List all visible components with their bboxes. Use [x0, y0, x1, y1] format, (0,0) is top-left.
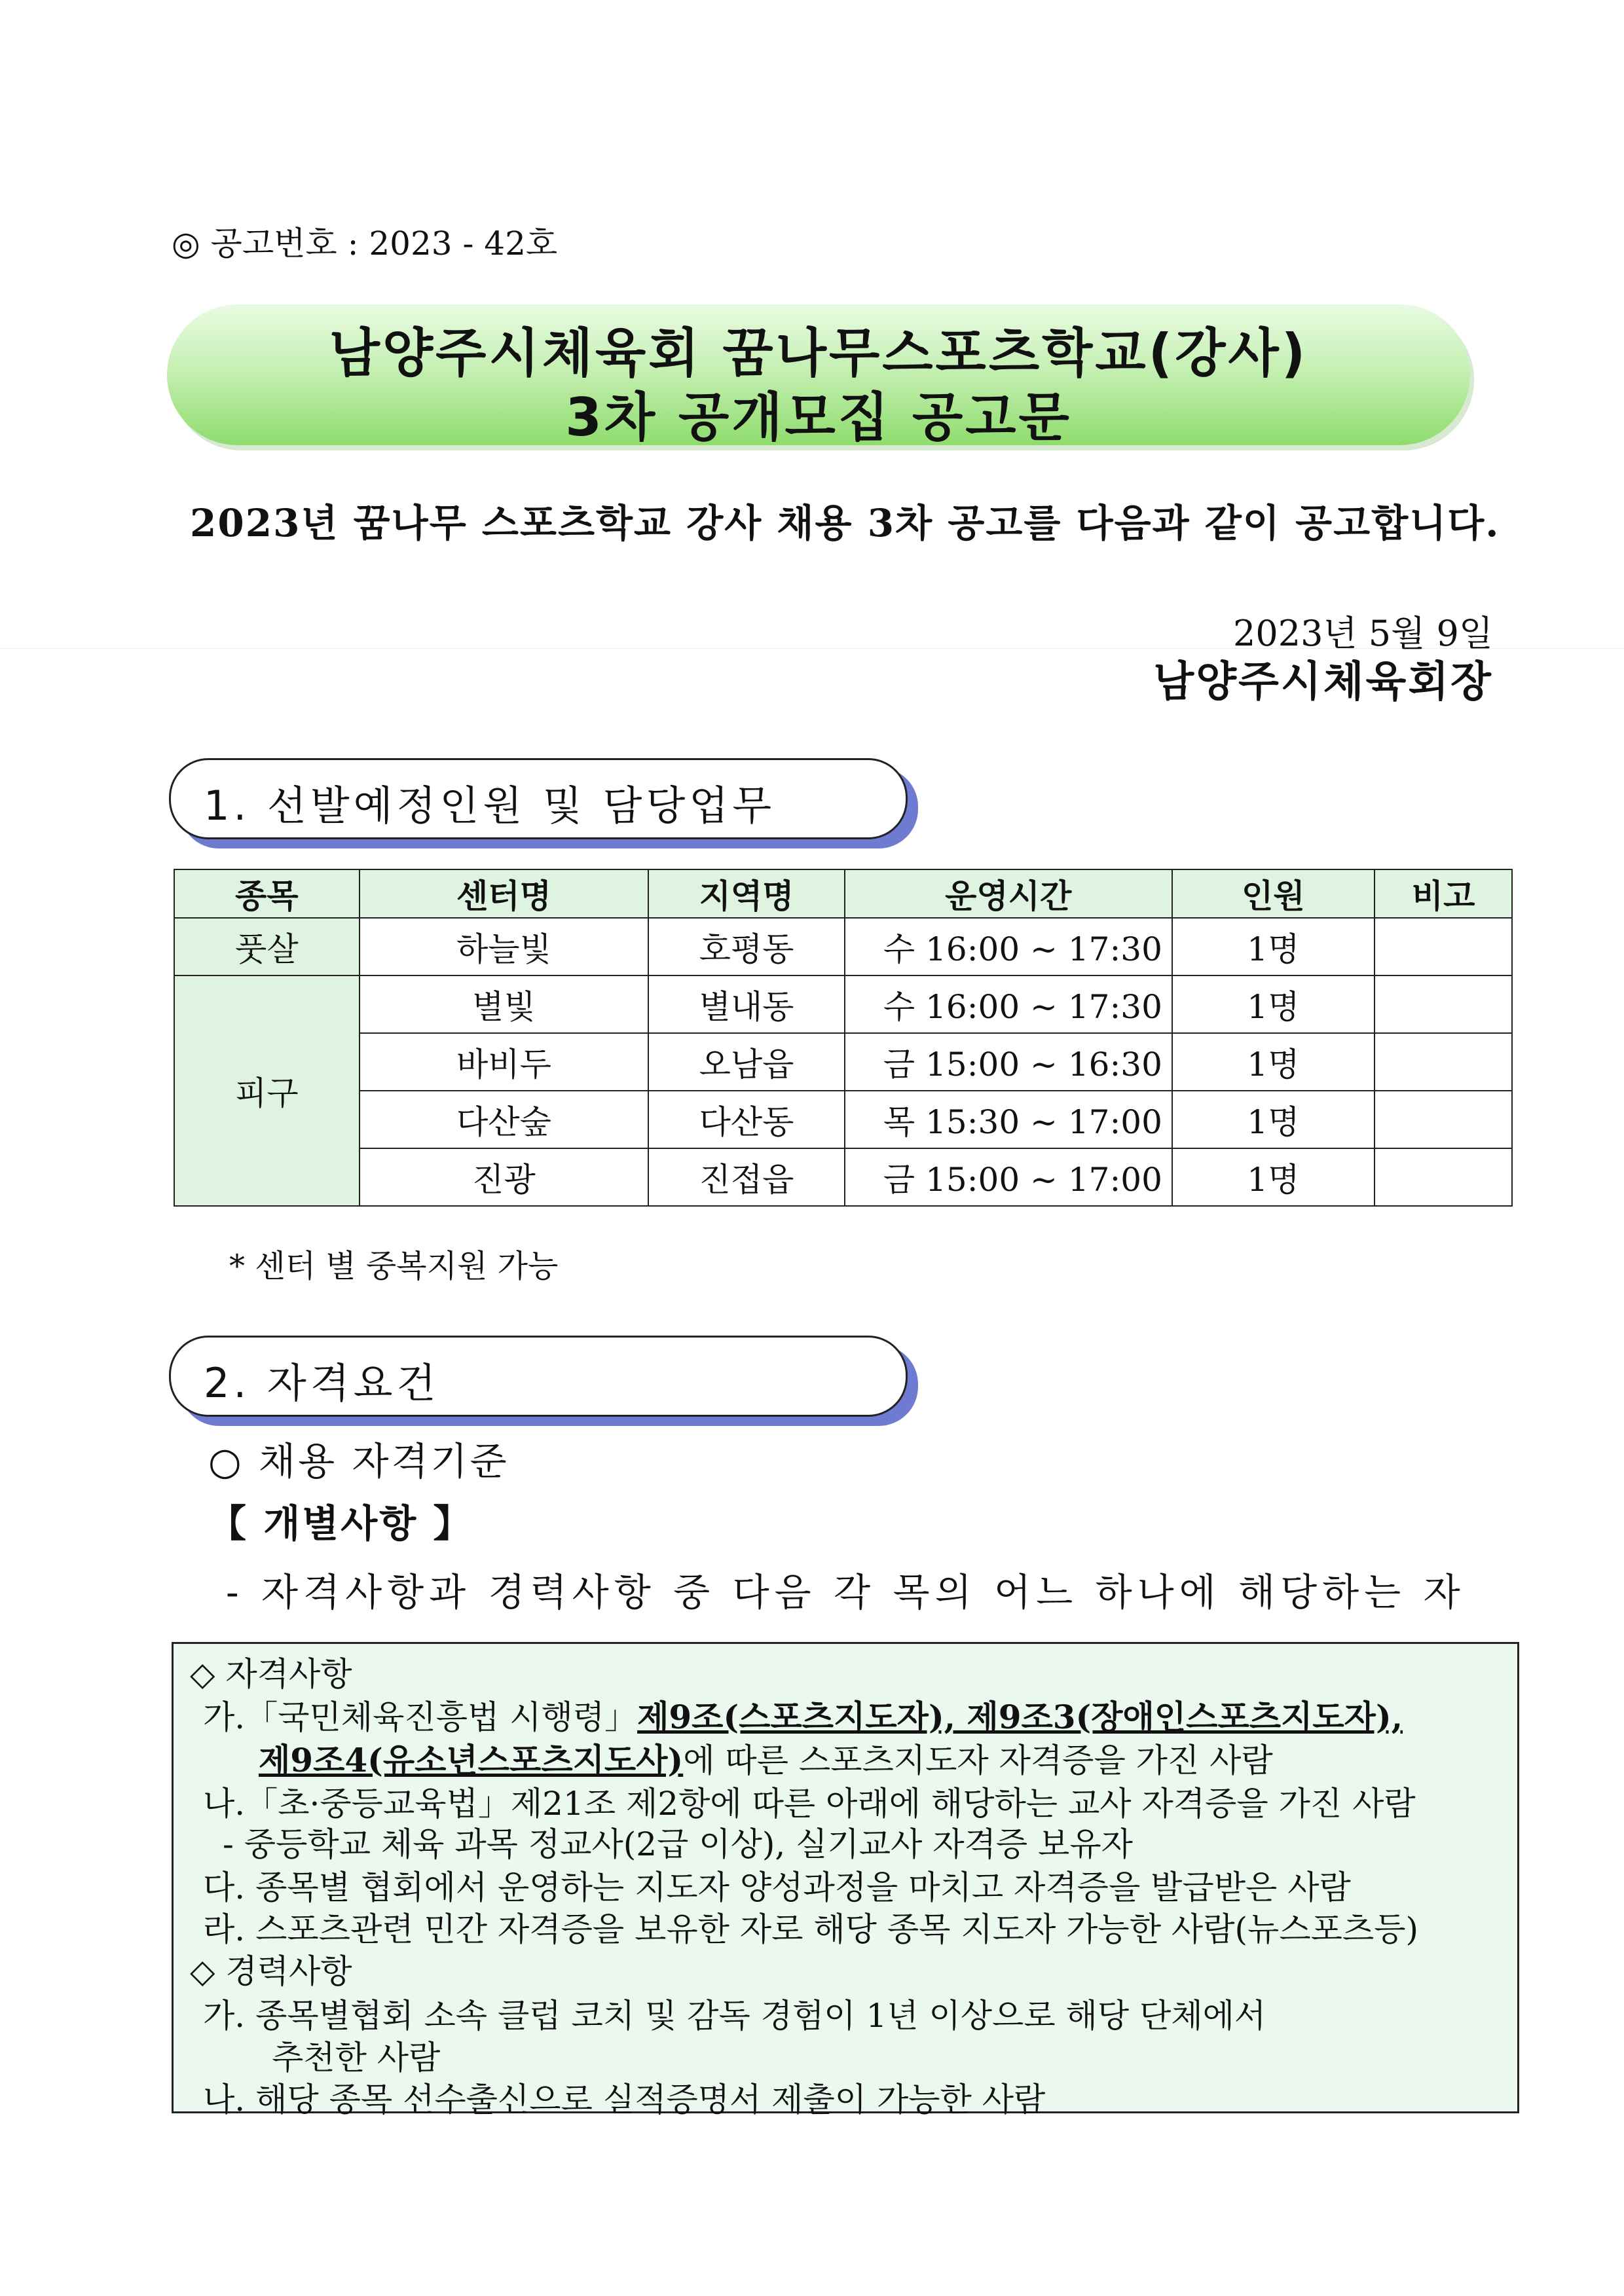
header-time: 운영시간: [845, 869, 1172, 918]
sport-cell: 풋살: [174, 918, 360, 975]
note-cell: [1375, 1091, 1512, 1148]
career-heading: ◇ 경력사항: [190, 1952, 352, 1990]
qualification-item-na-sub: - 중등학교 체육 과목 정교사(2급 이상), 실기교사 자격증 보유자: [223, 1825, 1133, 1863]
count-cell: 1명: [1172, 1033, 1375, 1091]
time-cell: 금 15:00 ~ 16:30: [845, 1033, 1172, 1091]
count-cell: 1명: [1172, 918, 1375, 975]
qualification-box: [172, 1642, 1519, 2119]
area-cell: 별내동: [648, 975, 845, 1033]
qualification-ga-law-1: 제9조(스포츠지도자), 제9조3(장애인스포츠지도자),: [637, 1698, 1403, 1736]
table-header-row: [174, 869, 1512, 918]
area-cell: 진접읍: [648, 1148, 845, 1206]
qualification-item-ra: 라. 스포츠관련 민간 자격증을 보유한 자로 해당 종목 지도자 가능한 사람(뉴스포츠등): [203, 1910, 1419, 1948]
notice-number: ◎ 공고번호 : 2023 - 42호: [172, 225, 558, 263]
staff-table: [174, 869, 1513, 1207]
applicability-line: - 자격사항과 경력사항 중 다음 각 목의 어느 하나에 해당하는 자: [226, 1570, 1466, 1614]
header-note: 비고: [1375, 869, 1512, 918]
center-cell: 다산숲: [360, 1091, 649, 1148]
table-row: [174, 1148, 1512, 1206]
individual-items-heading: 【 개별사항 】: [208, 1501, 473, 1546]
section-2-heading: [169, 1336, 908, 1417]
area-cell: 다산동: [648, 1091, 845, 1148]
note-cell: [1375, 1033, 1512, 1091]
header-count: 인원: [1172, 869, 1375, 918]
center-cell: 하늘빛: [360, 918, 649, 975]
title-line-1: 남양주시체육회 꿈나무스포츠학교(강사): [329, 323, 1308, 384]
note-cell: [1375, 918, 1512, 975]
section-1-title: 1. 선발예정인원 및 담당업무: [204, 782, 776, 829]
qualification-ga-prefix: 가.「국민체육진흥법 시행령」: [203, 1698, 638, 1736]
qualification-item-ga: [203, 1691, 1403, 1738]
table-row: [174, 1033, 1512, 1091]
title-banner: [167, 304, 1470, 448]
center-cell: 진광: [360, 1148, 649, 1206]
career-item-ga: 가. 종목별협회 소속 클럽 코치 및 감독 경험이 1년 이상으로 해당 단체에서: [203, 1997, 1266, 2035]
center-cell: 바비두: [360, 1033, 649, 1091]
center-cell: 별빛: [360, 975, 649, 1033]
announcement-date: 2023년 5월 9일: [1233, 613, 1493, 654]
count-cell: 1명: [1172, 1091, 1375, 1148]
header-sport: 종목: [174, 869, 360, 918]
intro-sentence: 2023년 꿈나무 스포츠학교 강사 채용 3차 공고를 다음과 같이 공고합니다.: [190, 501, 1500, 545]
table-row: [174, 918, 1512, 975]
qualification-ga-suffix: 에 따른 스포츠지도자 자격증을 가진 사람: [683, 1741, 1273, 1779]
qualifications-heading: ◇ 자격사항: [190, 1655, 352, 1693]
time-cell: 목 15:30 ~ 17:00: [845, 1091, 1172, 1148]
criteria-label: ○ 채용 자격기준: [208, 1439, 509, 1484]
qualification-item-da: 다. 종목별 협회에서 운영하는 지도자 양성과정을 마치고 자격증을 발급받은 사람: [203, 1868, 1351, 1906]
qualification-item-na: 나.「초·중등교육법」제21조 제2항에 따른 아래에 해당하는 교사 자격증을 가진 사람: [203, 1785, 1416, 1823]
section-2-title: 2. 자격요건: [204, 1359, 440, 1407]
area-cell: 오남읍: [648, 1033, 845, 1091]
career-item-ga-cont: 추천한 사람: [272, 2039, 441, 2077]
time-cell: 금 15:00 ~ 17:00: [845, 1148, 1172, 1206]
count-cell: 1명: [1172, 1148, 1375, 1206]
time-cell: 수 16:00 ~ 17:30: [845, 918, 1172, 975]
title-line-2: 3차 공개모집 공고문: [565, 387, 1072, 448]
signer: 남양주시체육회장: [1153, 658, 1493, 706]
time-cell: 수 16:00 ~ 17:30: [845, 975, 1172, 1033]
header-center: 센터명: [360, 869, 649, 918]
career-item-na: 나. 해당 종목 선수출신으로 실적증명서 제출이 가능한 사람: [203, 2081, 1046, 2119]
table-row: [174, 1091, 1512, 1148]
table-footnote: * 센터 별 중복지원 가능: [229, 1248, 559, 1285]
section-1-heading: [169, 758, 908, 839]
qualification-ga-law-2: 제9조4(유소년스포츠지도사): [259, 1741, 684, 1779]
count-cell: 1명: [1172, 975, 1375, 1033]
table-row: [174, 975, 1512, 1033]
header-area: 지역명: [648, 869, 845, 918]
note-cell: [1375, 975, 1512, 1033]
note-cell: [1375, 1148, 1512, 1206]
sport-cell: 피구: [174, 975, 360, 1206]
area-cell: 호평동: [648, 918, 845, 975]
qualification-item-ga-cont: [259, 1734, 1273, 1781]
